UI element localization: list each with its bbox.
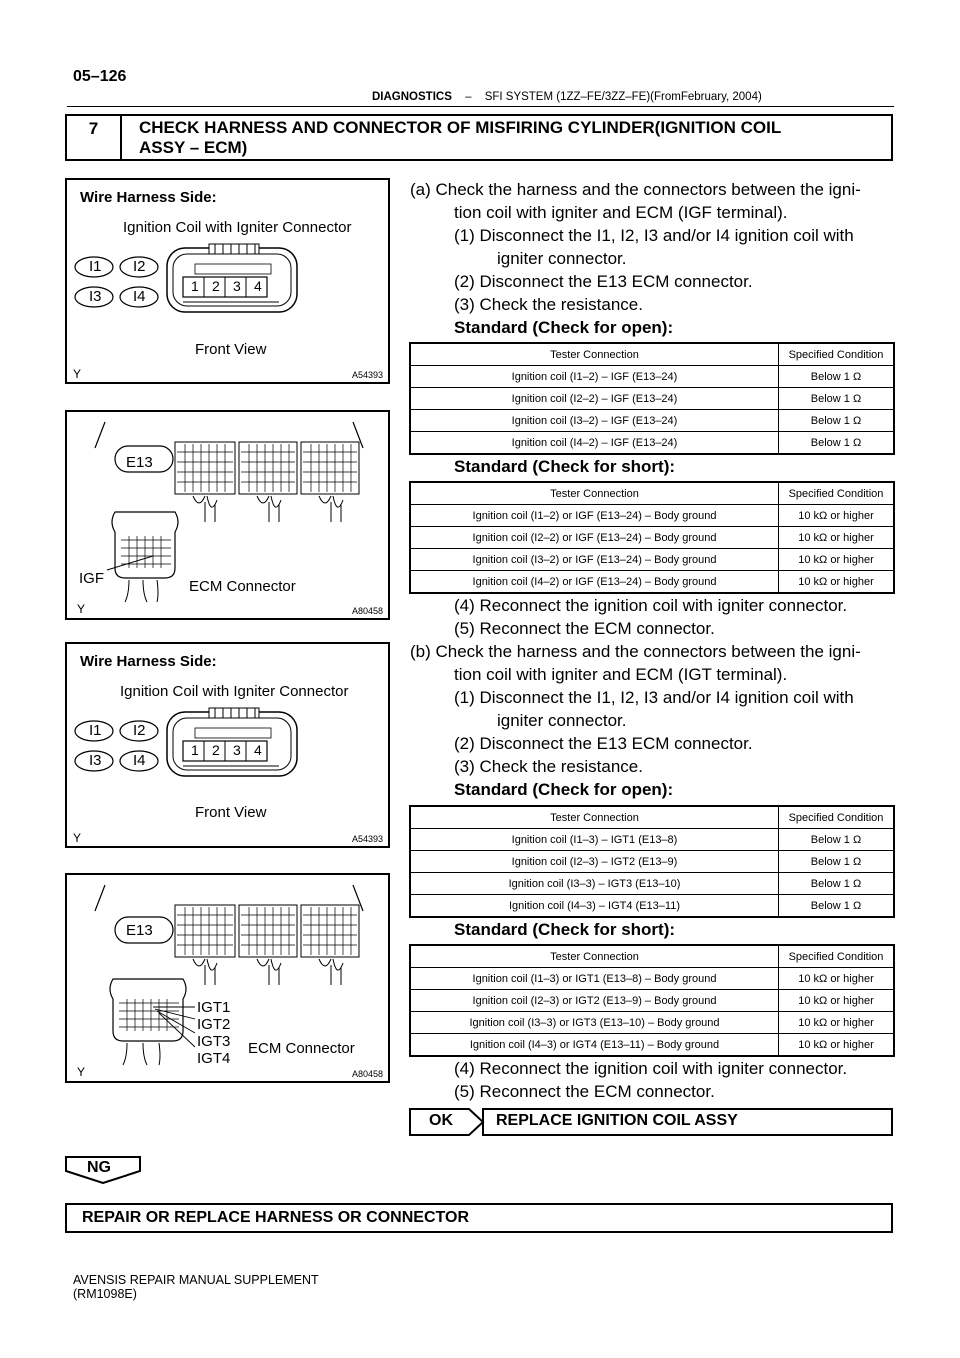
col-header-tester: Tester Connection [410, 806, 779, 829]
a-line-2: tion coil with igniter and ECM (IGF terminal). [454, 203, 788, 222]
cell: 10 kΩ or higher [779, 527, 895, 549]
figure-coil-connector-2 [65, 642, 390, 848]
y-mark: Y [73, 367, 82, 381]
ecm-connector-label: ECM Connector [248, 1040, 355, 1057]
front-view-label: Front View [195, 341, 267, 358]
cell: Below 1 Ω [779, 895, 895, 918]
page-number: 05–126 [73, 68, 127, 85]
cell: Ignition coil (I2–3) or IGT2 (E13–9) – Body ground [410, 990, 779, 1012]
igf-label: IGF [79, 570, 104, 587]
b-step-3: (3) Check the resistance. [454, 757, 643, 776]
cell: Ignition coil (I1–3) – IGT1 (E13–8) [410, 829, 779, 851]
step-title-line-1: CHECK HARNESS AND CONNECTOR OF MISFIRING CYLINDER(IGNITION COIL [139, 118, 782, 137]
cell: Below 1 Ω [779, 388, 895, 410]
cell: Ignition coil (I4–3) – IGT4 (E13–11) [410, 895, 779, 918]
cell: Ignition coil (I4–2) or IGF (E13–24) – Body ground [410, 571, 779, 594]
pin-3: 3 [233, 278, 241, 294]
pin-2: 2 [212, 742, 220, 758]
cell: Ignition coil (I3–3) – IGT3 (E13–10) [410, 873, 779, 895]
e13-label: E13 [126, 922, 153, 939]
wire-harness-side-label: Wire Harness Side: [80, 189, 217, 206]
front-view-label: Front View [195, 804, 267, 821]
y-mark: Y [73, 831, 82, 845]
cell: Ignition coil (I3–2) or IGF (E13–24) – Body ground [410, 549, 779, 571]
header-rule [67, 106, 894, 107]
step-title [139, 118, 879, 158]
ok-result-tag [409, 1108, 485, 1136]
igt2-label: IGT2 [197, 1016, 231, 1033]
label-i3: I3 [89, 288, 102, 305]
label-i2: I2 [133, 722, 146, 739]
footer-manual-name: AVENSIS REPAIR MANUAL SUPPLEMENT [73, 1273, 319, 1287]
label-i1: I1 [89, 722, 102, 739]
a-standard-short-label: Standard (Check for short): [454, 457, 676, 476]
igt3-label: IGT3 [197, 1033, 231, 1050]
figure-coil-connector-1 [65, 178, 390, 384]
e13-label: E13 [126, 454, 153, 471]
label-i1: I1 [89, 258, 102, 275]
b-step-1-line-2: igniter connector. [497, 711, 627, 730]
ok-label: OK [429, 1112, 453, 1129]
cell: Below 1 Ω [779, 366, 895, 388]
col-header-condition: Specified Condition [779, 945, 895, 968]
igt4-label: IGT4 [197, 1050, 231, 1067]
col-header-tester: Tester Connection [410, 482, 779, 505]
cell: 10 kΩ or higher [779, 1012, 895, 1034]
pin-4: 4 [254, 278, 262, 294]
figure-code: A54393 [352, 370, 384, 380]
cell: Ignition coil (I1–2) – IGF (E13–24) [410, 366, 779, 388]
pin-3: 3 [233, 742, 241, 758]
pin-4: 4 [254, 742, 262, 758]
col-header-tester: Tester Connection [410, 343, 779, 366]
ng-result-tag [65, 1156, 141, 1184]
running-header [372, 91, 762, 103]
connector-name-label: Ignition Coil with Igniter Connector [123, 219, 352, 236]
cell: 10 kΩ or higher [779, 968, 895, 990]
cell: Ignition coil (I1–2) or IGF (E13–24) – Body ground [410, 505, 779, 527]
label-i4: I4 [133, 752, 146, 769]
figure-code: A54393 [352, 834, 384, 844]
igt1-label: IGT1 [197, 999, 231, 1016]
a-step-1-line-2: igniter connector. [497, 249, 627, 268]
cell: 10 kΩ or higher [779, 505, 895, 527]
footer-manual-code: (RM1098E) [73, 1287, 137, 1301]
cell: Ignition coil (I2–2) – IGF (E13–24) [410, 388, 779, 410]
label-i4: I4 [133, 288, 146, 305]
table-a-open [409, 342, 895, 455]
b-standard-short-label: Standard (Check for short): [454, 920, 676, 939]
y-mark: Y [77, 1065, 86, 1079]
cell: 10 kΩ or higher [779, 571, 895, 594]
figure-code: A80458 [352, 1069, 384, 1079]
b-step-5: (5) Reconnect the ECM connector. [454, 1082, 715, 1101]
table-b-open [409, 805, 895, 918]
b-step-1-line-1: (1) Disconnect the I1, I2, I3 and/or I4 ignition coil with [454, 688, 854, 707]
a-step-4: (4) Reconnect the ignition coil with igniter connector. [454, 596, 848, 615]
a-step-2: (2) Disconnect the E13 ECM connector. [454, 272, 753, 291]
pin-2: 2 [212, 278, 220, 294]
cell: 10 kΩ or higher [779, 549, 895, 571]
cell: Below 1 Ω [779, 851, 895, 873]
step-number: 7 [67, 116, 122, 159]
wire-harness-side-label: Wire Harness Side: [80, 653, 217, 670]
cell: Ignition coil (I4–3) or IGT4 (E13–11) – Body ground [410, 1034, 779, 1057]
y-mark: Y [77, 602, 86, 616]
col-header-condition: Specified Condition [779, 806, 895, 829]
ok-action-box: REPLACE IGNITION COIL ASSY [482, 1108, 893, 1136]
b-step-4: (4) Reconnect the ignition coil with igniter connector. [454, 1059, 848, 1078]
pin-1: 1 [191, 742, 199, 758]
table-b-short [409, 944, 895, 1057]
cell: Below 1 Ω [779, 829, 895, 851]
cell: Below 1 Ω [779, 873, 895, 895]
pin-1: 1 [191, 278, 199, 294]
label-i2: I2 [133, 258, 146, 275]
cell: Ignition coil (I3–2) – IGF (E13–24) [410, 410, 779, 432]
step-title-box [65, 114, 893, 161]
cell: 10 kΩ or higher [779, 990, 895, 1012]
ng-label: NG [87, 1159, 111, 1176]
col-header-condition: Specified Condition [779, 343, 895, 366]
cell: Below 1 Ω [779, 432, 895, 455]
table-a-short [409, 481, 895, 594]
cell: Below 1 Ω [779, 410, 895, 432]
figure-code: A80458 [352, 606, 384, 616]
a-step-5: (5) Reconnect the ECM connector. [454, 619, 715, 638]
ecm-connector-label: ECM Connector [189, 578, 296, 595]
cell: Ignition coil (I2–2) or IGF (E13–24) – Body ground [410, 527, 779, 549]
label-i3: I3 [89, 752, 102, 769]
b-standard-open-label: Standard (Check for open): [454, 780, 674, 799]
a-standard-open-label: Standard (Check for open): [454, 318, 674, 337]
cell: Ignition coil (I4–2) – IGF (E13–24) [410, 432, 779, 455]
figure-ecm-connector-igt [65, 873, 390, 1083]
cell: Ignition coil (I1–3) or IGT1 (E13–8) – Body ground [410, 968, 779, 990]
cell: Ignition coil (I2–3) – IGT2 (E13–9) [410, 851, 779, 873]
step-title-line-2: ASSY – ECM) [139, 138, 248, 157]
col-header-condition: Specified Condition [779, 482, 895, 505]
figure-ecm-connector-igf [65, 410, 390, 620]
header-subsection: SFI SYSTEM (1ZZ–FE/3ZZ–FE)(FromFebruary, 2004) [484, 91, 762, 103]
b-line-2: tion coil with igniter and ECM (IGT terminal). [454, 665, 788, 684]
header-section: DIAGNOSTICS [372, 91, 452, 103]
a-step-1-line-1: (1) Disconnect the I1, I2, I3 and/or I4 ignition coil with [454, 226, 854, 245]
cell: Ignition coil (I3–3) or IGT3 (E13–10) – Body ground [410, 1012, 779, 1034]
connector-name-label: Ignition Coil with Igniter Connector [120, 683, 349, 700]
b-step-2: (2) Disconnect the E13 ECM connector. [454, 734, 753, 753]
header-dash: – [465, 91, 472, 103]
col-header-tester: Tester Connection [410, 945, 779, 968]
a-step-3: (3) Check the resistance. [454, 295, 643, 314]
ng-action-box: REPAIR OR REPLACE HARNESS OR CONNECTOR [65, 1203, 893, 1233]
b-line-1: (b) Check the harness and the connectors between the igni- [410, 642, 861, 661]
cell: 10 kΩ or higher [779, 1034, 895, 1057]
a-line-1: (a) Check the harness and the connectors between the igni- [410, 180, 861, 199]
